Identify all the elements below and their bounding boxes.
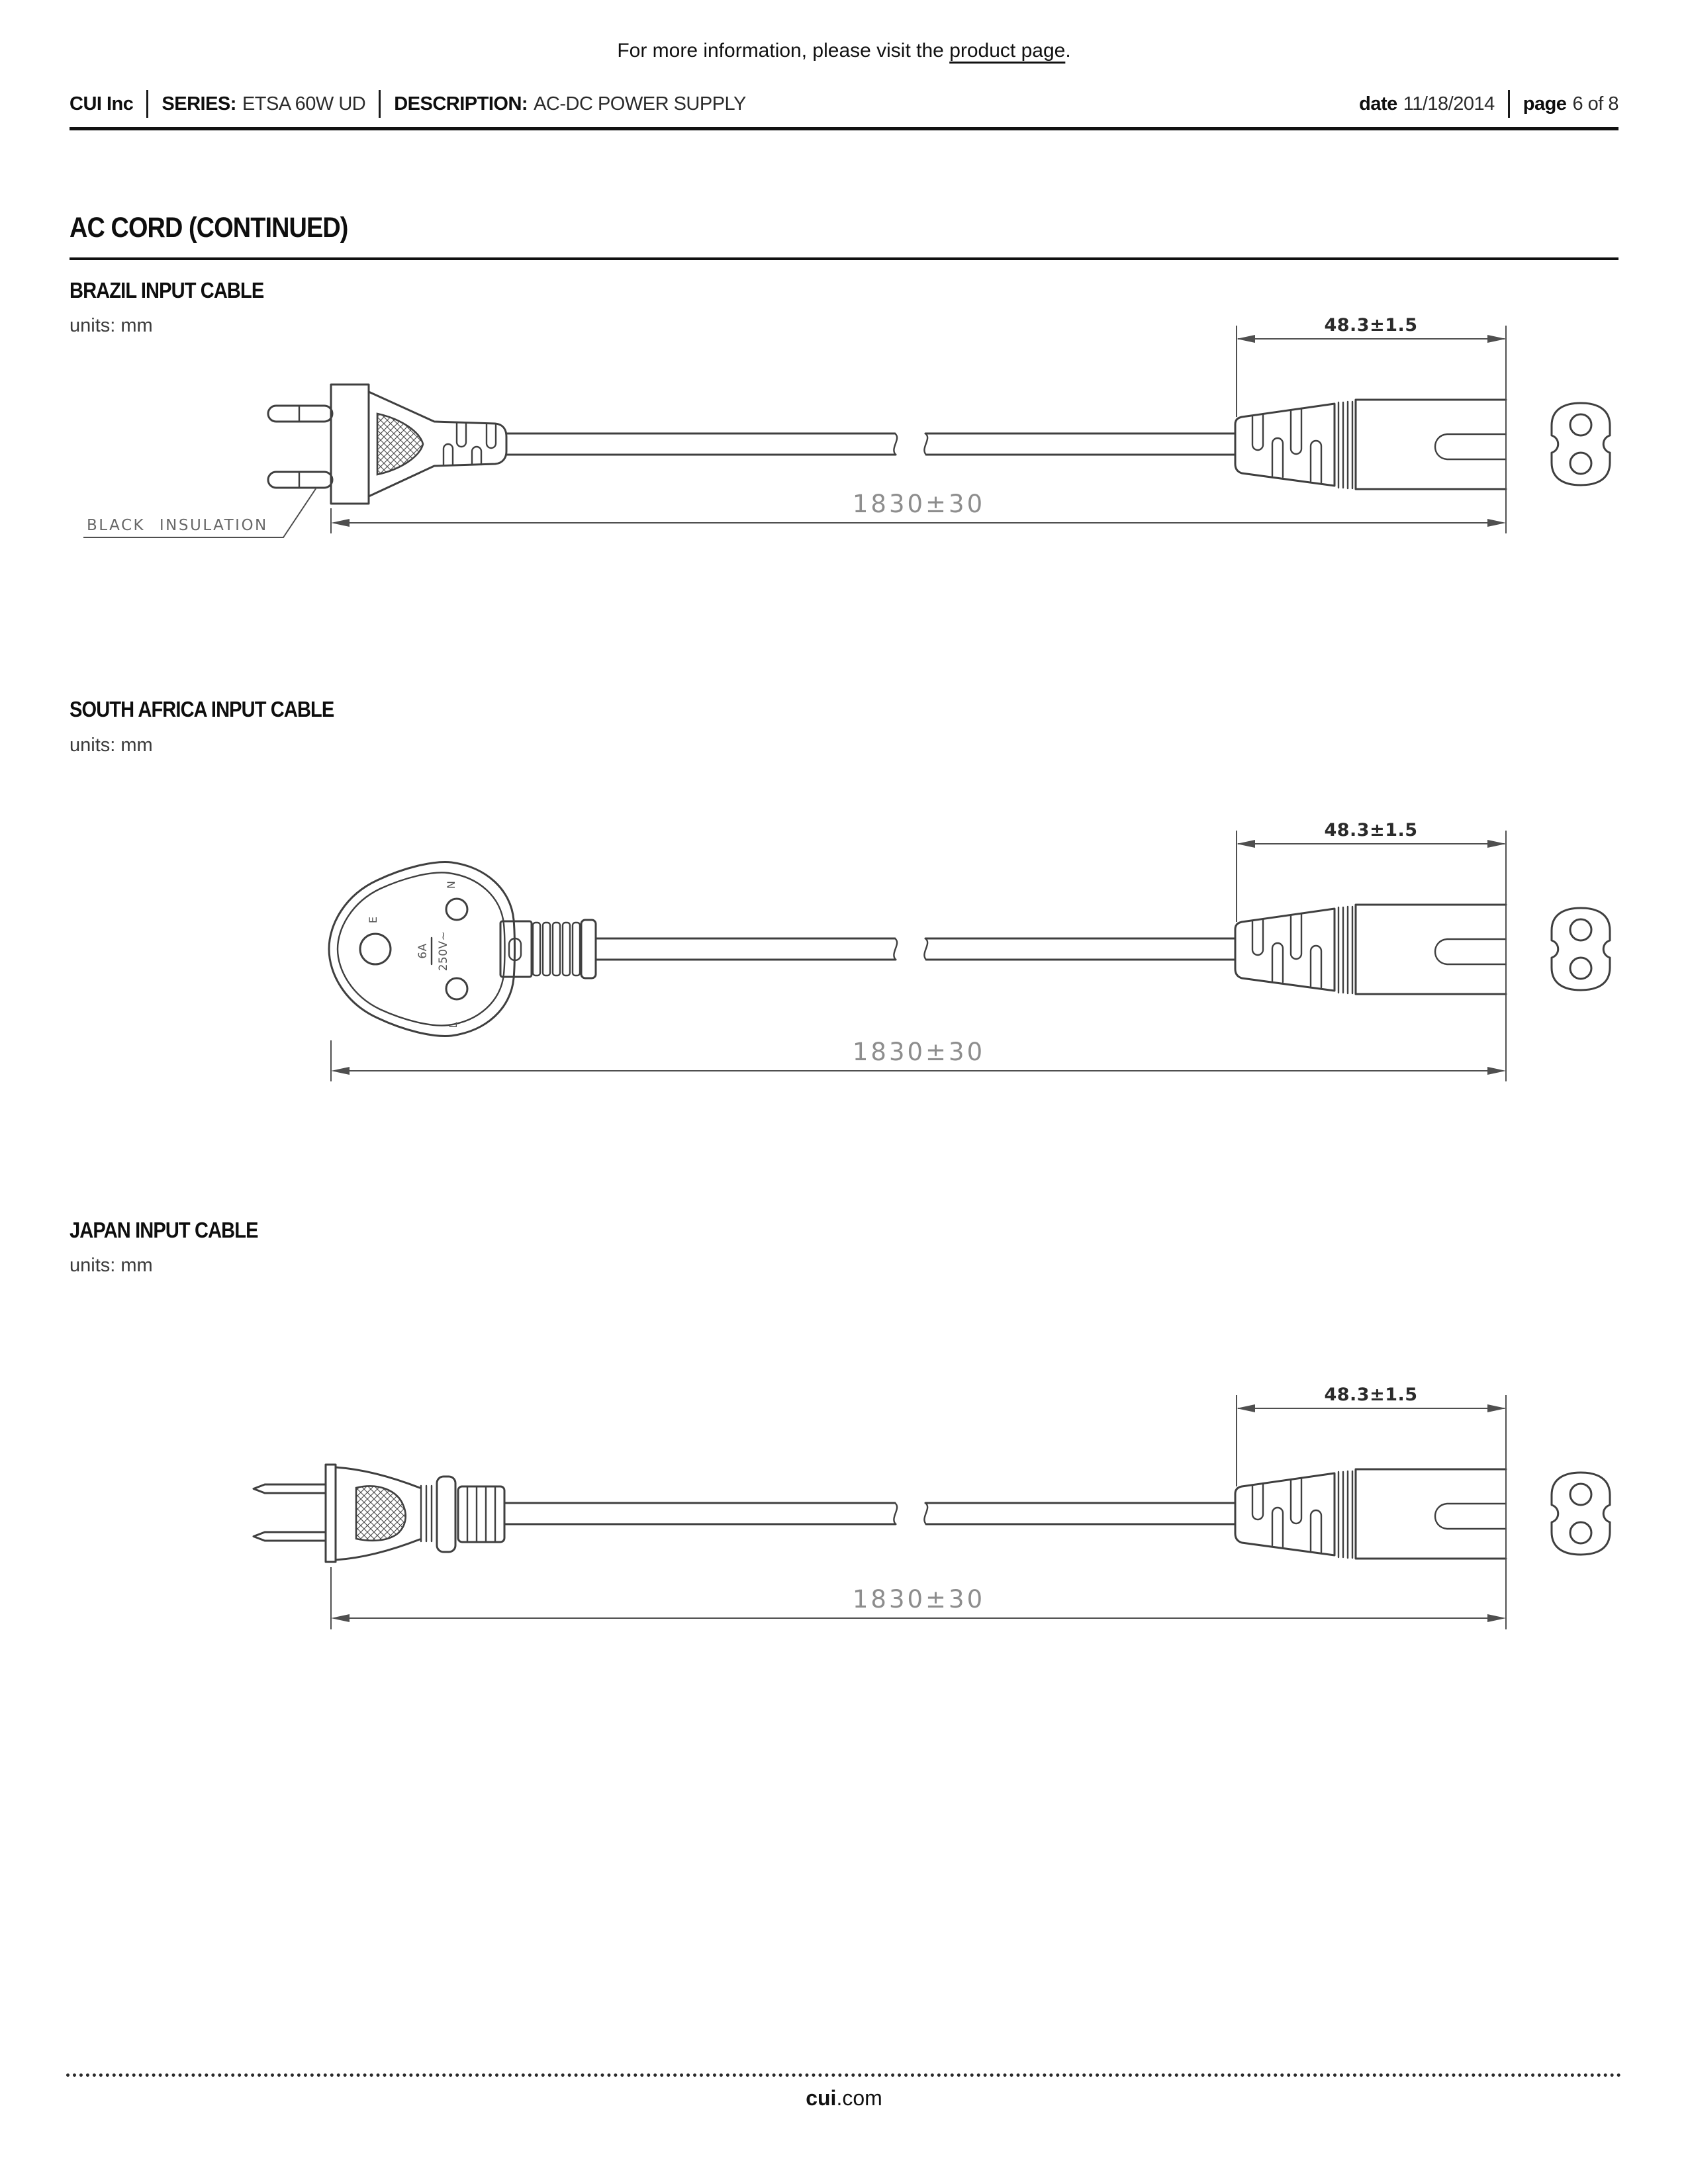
plug-hatched-grip xyxy=(377,414,423,475)
strain-relief-rib xyxy=(533,923,540,976)
front-pin-hole-bottom xyxy=(1570,453,1591,474)
brazil-cable-diagram xyxy=(0,285,1688,563)
plug-pin-top xyxy=(268,406,332,422)
live-pin-hole xyxy=(446,978,467,999)
neutral-pin-hole xyxy=(446,899,467,920)
description-label: DESCRIPTION: xyxy=(394,93,528,114)
rating-voltage: 250V~ xyxy=(437,931,450,972)
header-divider xyxy=(146,90,148,118)
front-outline xyxy=(1552,908,1610,990)
cable xyxy=(504,1503,1235,1524)
connector-ribs xyxy=(1338,1471,1352,1558)
length-dim-text: 1830±30 xyxy=(852,490,986,518)
plug-blade-bottom xyxy=(254,1532,326,1541)
plug-flare xyxy=(437,1477,455,1552)
page-number: 6 of 8 xyxy=(1572,93,1618,114)
section-title-brazil: BRAZIL INPUT CABLE xyxy=(70,278,264,302)
footer-dotted-rule xyxy=(66,2073,1622,2077)
c7-connector-side xyxy=(1235,400,1506,489)
front-pin-hole-top xyxy=(1570,919,1591,940)
connector-body xyxy=(1356,400,1506,489)
connector-body xyxy=(1356,1469,1506,1559)
south-africa-plug xyxy=(329,862,596,1036)
c7-connector-front xyxy=(1552,403,1610,485)
header-bar xyxy=(70,90,1618,118)
cable xyxy=(507,433,1235,455)
connector-ribs xyxy=(1338,402,1352,488)
page-label: page xyxy=(1523,93,1567,114)
plug-rating xyxy=(416,931,450,972)
front-pin-hole-bottom xyxy=(1570,1522,1591,1543)
units-note-south-africa: units: mm xyxy=(70,735,153,756)
connector-body xyxy=(1356,905,1506,994)
cable-lines xyxy=(596,938,1235,960)
connector-ribs xyxy=(1338,907,1352,993)
brazil-plug xyxy=(268,385,506,504)
length-dimension xyxy=(331,1038,1506,1081)
insulation-callout xyxy=(83,488,316,537)
connector-slot xyxy=(1435,939,1506,964)
earth-pin-hole xyxy=(360,934,391,964)
plug-hatched-grip xyxy=(356,1486,406,1541)
date-value: 11/18/2014 xyxy=(1403,93,1495,114)
top-note xyxy=(0,40,1688,62)
section-title-japan: JAPAN INPUT CABLE xyxy=(70,1218,258,1242)
connector-dim-text: 48.3±1.5 xyxy=(1324,1385,1418,1405)
date-label: date xyxy=(1359,93,1397,114)
front-pin-hole-top xyxy=(1570,1484,1591,1505)
strain-relief-rib xyxy=(563,923,570,976)
plug-pin-bottom xyxy=(268,472,332,488)
section-title-rule xyxy=(70,257,1618,260)
front-pin-hole-bottom xyxy=(1570,958,1591,979)
c7-connector-front xyxy=(1552,908,1610,990)
length-dim-text: 1830±30 xyxy=(852,1038,986,1066)
c7-connector-front xyxy=(1552,1473,1610,1555)
strain-relief-cap xyxy=(581,920,596,978)
boot-grooves xyxy=(1252,409,1321,482)
south-africa-cable-diagram xyxy=(0,781,1688,1105)
cable-lines xyxy=(504,1503,1235,1524)
front-pin-hole-top xyxy=(1570,414,1591,435)
top-note-prefix: For more information, please visit the xyxy=(617,40,950,62)
plug-grip-grooves xyxy=(444,423,496,465)
connector-dimension xyxy=(1237,820,1506,1081)
footer-site xyxy=(0,2086,1688,2111)
series-value: ETSA 60W UD xyxy=(242,93,366,114)
insulation-label: BLACK INSULATION xyxy=(87,517,268,534)
front-outline xyxy=(1552,403,1610,485)
connector-dim-text: 48.3±1.5 xyxy=(1324,315,1418,336)
plug-face-plate xyxy=(326,1465,336,1562)
footer-site-rest: .com xyxy=(836,2086,882,2110)
description-value: AC-DC POWER SUPPLY xyxy=(534,93,746,114)
footer-site-bold: cui xyxy=(806,2086,837,2110)
front-outline xyxy=(1552,1473,1610,1555)
boot-grooves xyxy=(1252,914,1321,987)
cable-lines xyxy=(507,433,1235,455)
units-note-japan: units: mm xyxy=(70,1255,153,1276)
connector-slot xyxy=(1435,434,1506,459)
live-label: L xyxy=(447,1022,459,1028)
page-title: AC CORD (CONTINUED) xyxy=(70,212,348,244)
plug-neck-rings xyxy=(421,1486,432,1541)
header-left xyxy=(70,90,746,118)
length-dim-text: 1830±30 xyxy=(852,1585,986,1614)
connector-boot xyxy=(1235,404,1335,486)
cable-break-symbol xyxy=(894,938,927,960)
c7-connector-side xyxy=(1235,905,1506,994)
strain-relief-ribs xyxy=(467,1486,495,1542)
connector-dim-text: 48.3±1.5 xyxy=(1324,820,1418,841)
product-page-link[interactable]: product page xyxy=(949,40,1066,62)
earth-label: E xyxy=(367,916,379,924)
japan-cable-diagram xyxy=(0,1363,1688,1648)
strain-relief-rib xyxy=(573,923,580,976)
connector-dimension xyxy=(1237,315,1506,533)
neutral-label: N xyxy=(445,881,457,889)
header-right xyxy=(1359,90,1618,118)
header-divider xyxy=(379,90,381,118)
rating-current: 6A xyxy=(416,943,430,959)
series-label: SERIES: xyxy=(162,93,236,114)
connector-boot xyxy=(1235,1473,1335,1555)
cable-break-symbol xyxy=(894,433,927,455)
c7-connector-side xyxy=(1235,1469,1506,1559)
plug-blade-top xyxy=(254,1484,326,1493)
section-title-south-africa: SOUTH AFRICA INPUT CABLE xyxy=(70,697,334,721)
top-note-suffix: . xyxy=(1065,40,1071,62)
japan-plug xyxy=(254,1465,504,1562)
plug-face-plate xyxy=(331,385,369,504)
cable xyxy=(596,938,1235,960)
units-note-brazil: units: mm xyxy=(70,315,153,336)
connector-slot xyxy=(1435,1504,1506,1529)
length-dimension xyxy=(331,490,1506,533)
company-name: CUI Inc xyxy=(70,93,134,114)
length-dimension xyxy=(331,1567,1506,1629)
strain-relief-rib xyxy=(543,923,550,976)
cable-break-symbol xyxy=(894,1503,927,1524)
connector-boot xyxy=(1235,909,1335,991)
header-rule xyxy=(70,127,1618,130)
header-divider xyxy=(1508,90,1510,118)
strain-relief-rib xyxy=(553,923,560,976)
strain-relief xyxy=(458,1486,504,1542)
boot-grooves xyxy=(1252,1479,1321,1552)
